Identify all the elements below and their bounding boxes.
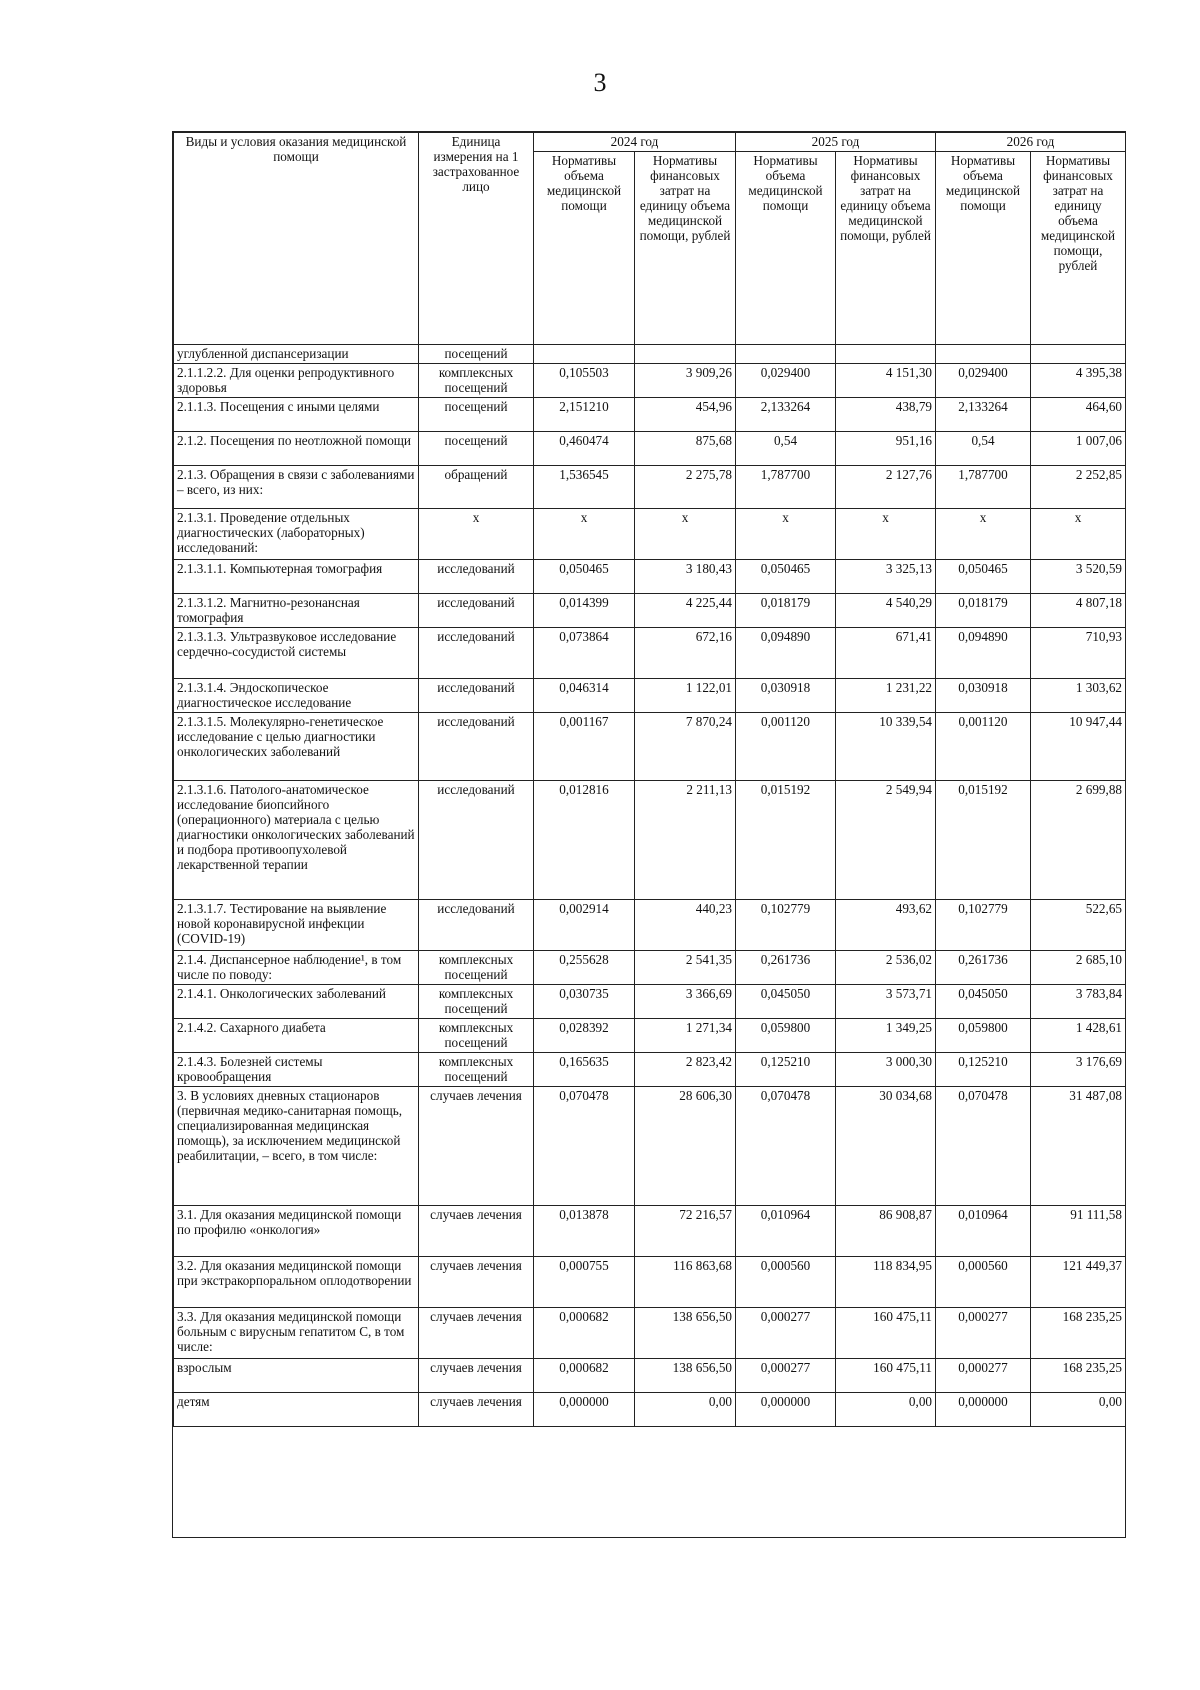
- row-name: 2.1.3.1.3. Ультразвуковое исследование сердечно-сосудистой системы: [174, 628, 419, 679]
- cost-2025: 118 834,95: [836, 1257, 936, 1308]
- table-row: [174, 900, 1126, 951]
- cost-2025: 3 573,71: [836, 985, 936, 1019]
- row-unit: посещений: [419, 432, 534, 466]
- row-unit: исследований: [419, 679, 534, 713]
- volume-2026: 0,070478: [936, 1087, 1031, 1206]
- volume-2026: [936, 345, 1031, 364]
- row-name: 2.1.3.1.6. Патолого-анатомическое исследование биопсийного (операционного) материала с целью диагностики онкологических заболеваний и подбора противоопухолевой лекарственной терапии: [174, 781, 419, 900]
- volume-2026: 0,010964: [936, 1206, 1031, 1257]
- header-volume-2024: Нормативы объема медицинской помощи: [534, 152, 635, 345]
- volume-2026: 0,000000: [936, 1393, 1031, 1427]
- cost-2024: 454,96: [635, 398, 736, 432]
- volume-2026: 0,261736: [936, 951, 1031, 985]
- cost-2026: 31 487,08: [1031, 1087, 1126, 1206]
- header-volume-2026: Нормативы объема медицинской помощи: [936, 152, 1031, 345]
- cost-2026: 10 947,44: [1031, 713, 1126, 781]
- volume-2024: 0,030735: [534, 985, 635, 1019]
- table-row: [174, 781, 1126, 900]
- cost-2024: 28 606,30: [635, 1087, 736, 1206]
- row-unit: исследований: [419, 900, 534, 951]
- table-row: [174, 345, 1126, 364]
- cost-2026: 4 395,38: [1031, 364, 1126, 398]
- volume-2025: 1,787700: [736, 466, 836, 509]
- row-name: 2.1.3.1.4. Эндоскопическое диагностическое исследование: [174, 679, 419, 713]
- cost-2026: 0,00: [1031, 1393, 1126, 1427]
- volume-2025: 0,070478: [736, 1087, 836, 1206]
- volume-2024: 1,536545: [534, 466, 635, 509]
- header-cost-2026: Нормативы финансовых затрат на единицу объема медицинской помощи, рублей: [1031, 152, 1126, 345]
- cost-2026: х: [1031, 509, 1126, 560]
- norms-table: [173, 132, 1126, 1427]
- row-name: 3. В условиях дневных стационаров (первичная медико-санитарная помощь, специализированная медицинская помощь), за исключением медицинской реабилитации, – всего, в том числе:: [174, 1087, 419, 1206]
- volume-2026: 0,029400: [936, 364, 1031, 398]
- volume-2024: 0,013878: [534, 1206, 635, 1257]
- volume-2026: 0,015192: [936, 781, 1031, 900]
- cost-2026: 1 007,06: [1031, 432, 1126, 466]
- volume-2025: 0,094890: [736, 628, 836, 679]
- volume-2026: 0,059800: [936, 1019, 1031, 1053]
- volume-2026: 0,001120: [936, 713, 1031, 781]
- row-name: 2.1.3.1. Проведение отдельных диагностических (лабораторных) исследований:: [174, 509, 419, 560]
- row-name: 2.1.1.3. Посещения с иными целями: [174, 398, 419, 432]
- volume-2024: 0,000000: [534, 1393, 635, 1427]
- norms-table-body: [174, 345, 1126, 1427]
- cost-2026: 168 235,25: [1031, 1359, 1126, 1393]
- row-name: 2.1.3.1.2. Магнитно-резонансная томография: [174, 594, 419, 628]
- header-cost-2025: Нормативы финансовых затрат на единицу объема медицинской помощи, рублей: [836, 152, 936, 345]
- table-row: [174, 509, 1126, 560]
- cost-2026: 2 252,85: [1031, 466, 1126, 509]
- volume-2025: 0,029400: [736, 364, 836, 398]
- volume-2024: 0,255628: [534, 951, 635, 985]
- row-unit: исследований: [419, 781, 534, 900]
- cost-2025: [836, 345, 936, 364]
- volume-2026: 0,102779: [936, 900, 1031, 951]
- volume-2024: 0,070478: [534, 1087, 635, 1206]
- volume-2024: 0,000755: [534, 1257, 635, 1308]
- table-row: [174, 432, 1126, 466]
- row-unit: случаев лечения: [419, 1393, 534, 1427]
- row-name: взрослым: [174, 1359, 419, 1393]
- table-row: [174, 628, 1126, 679]
- row-unit: случаев лечения: [419, 1257, 534, 1308]
- row-name: 3.2. Для оказания медицинской помощи при экстракорпоральном оплодотворении: [174, 1257, 419, 1308]
- volume-2024: 0,028392: [534, 1019, 635, 1053]
- row-name: 2.1.4.3. Болезней системы кровообращения: [174, 1053, 419, 1087]
- table-row: [174, 1308, 1126, 1359]
- cost-2025: 3 325,13: [836, 560, 936, 594]
- cost-2025: 493,62: [836, 900, 936, 951]
- page-number: 3: [593, 68, 607, 97]
- table-row: [174, 1257, 1126, 1308]
- cost-2025: 160 475,11: [836, 1308, 936, 1359]
- volume-2024: 0,073864: [534, 628, 635, 679]
- row-name: 2.1.4. Диспансерное наблюдение¹, в том числе по поводу:: [174, 951, 419, 985]
- row-unit: обращений: [419, 466, 534, 509]
- cost-2025: 2 127,76: [836, 466, 936, 509]
- volume-2024: [534, 345, 635, 364]
- cost-2025: 0,00: [836, 1393, 936, 1427]
- cost-2026: [1031, 345, 1126, 364]
- cost-2024: 138 656,50: [635, 1359, 736, 1393]
- cost-2024: 672,16: [635, 628, 736, 679]
- table-row: [174, 985, 1126, 1019]
- volume-2026: 0,050465: [936, 560, 1031, 594]
- row-name: 3.3. Для оказания медицинской помощи больным с вирусным гепатитом С, в том числе:: [174, 1308, 419, 1359]
- row-name: 2.1.3.1.5. Молекулярно-генетическое исследование с целью диагностики онкологических заболеваний: [174, 713, 419, 781]
- volume-2026: 0,030918: [936, 679, 1031, 713]
- cost-2024: 440,23: [635, 900, 736, 951]
- volume-2025: 0,102779: [736, 900, 836, 951]
- row-name: детям: [174, 1393, 419, 1427]
- volume-2026: 0,000277: [936, 1359, 1031, 1393]
- volume-2024: 0,012816: [534, 781, 635, 900]
- cost-2024: 2 275,78: [635, 466, 736, 509]
- row-unit: случаев лечения: [419, 1206, 534, 1257]
- cost-2024: 0,00: [635, 1393, 736, 1427]
- row-name: 2.1.1.2.2. Для оценки репродуктивного здоровья: [174, 364, 419, 398]
- cost-2025: 2 536,02: [836, 951, 936, 985]
- cost-2026: 522,65: [1031, 900, 1126, 951]
- volume-2025: 0,030918: [736, 679, 836, 713]
- volume-2024: 0,002914: [534, 900, 635, 951]
- cost-2026: 2 685,10: [1031, 951, 1126, 985]
- volume-2026: 0,000277: [936, 1308, 1031, 1359]
- volume-2025: 0,000560: [736, 1257, 836, 1308]
- cost-2026: 2 699,88: [1031, 781, 1126, 900]
- cost-2025: 4 540,29: [836, 594, 936, 628]
- row-unit: исследований: [419, 594, 534, 628]
- cost-2025: 951,16: [836, 432, 936, 466]
- cost-2024: [635, 345, 736, 364]
- cost-2026: 121 449,37: [1031, 1257, 1126, 1308]
- volume-2025: 0,125210: [736, 1053, 836, 1087]
- volume-2026: 2,133264: [936, 398, 1031, 432]
- volume-2025: 0,010964: [736, 1206, 836, 1257]
- row-name: 3.1. Для оказания медицинской помощи по профилю «онкология»: [174, 1206, 419, 1257]
- header-year-2025: 2025 год: [736, 133, 936, 152]
- cost-2025: 30 034,68: [836, 1087, 936, 1206]
- volume-2025: 0,000000: [736, 1393, 836, 1427]
- cost-2024: 3 366,69: [635, 985, 736, 1019]
- header-unit: Единица измерения на 1 застрахованное лицо: [419, 133, 534, 345]
- row-unit: случаев лечения: [419, 1087, 534, 1206]
- table-row: [174, 1053, 1126, 1087]
- cost-2024: 72 216,57: [635, 1206, 736, 1257]
- row-unit: посещений: [419, 398, 534, 432]
- volume-2025: [736, 345, 836, 364]
- header-year-2024: 2024 год: [534, 133, 736, 152]
- cost-2024: 4 225,44: [635, 594, 736, 628]
- cost-2025: 86 908,87: [836, 1206, 936, 1257]
- volume-2026: 0,094890: [936, 628, 1031, 679]
- volume-2026: 0,000560: [936, 1257, 1031, 1308]
- volume-2026: 0,018179: [936, 594, 1031, 628]
- table-row: [174, 1206, 1126, 1257]
- header-volume-2025: Нормативы объема медицинской помощи: [736, 152, 836, 345]
- cost-2025: 1 231,22: [836, 679, 936, 713]
- volume-2025: х: [736, 509, 836, 560]
- table-row: [174, 364, 1126, 398]
- row-unit: посещений: [419, 345, 534, 364]
- table-row: [174, 466, 1126, 509]
- cost-2024: 875,68: [635, 432, 736, 466]
- row-unit: исследований: [419, 560, 534, 594]
- volume-2024: 2,151210: [534, 398, 635, 432]
- row-unit: комплексных посещений: [419, 985, 534, 1019]
- volume-2024: 0,050465: [534, 560, 635, 594]
- row-unit: исследований: [419, 628, 534, 679]
- volume-2024: 0,001167: [534, 713, 635, 781]
- row-name: 2.1.4.2. Сахарного диабета: [174, 1019, 419, 1053]
- cost-2024: 3 909,26: [635, 364, 736, 398]
- cost-2024: х: [635, 509, 736, 560]
- table-row: [174, 560, 1126, 594]
- table-row: [174, 713, 1126, 781]
- volume-2026: 0,045050: [936, 985, 1031, 1019]
- cost-2024: 138 656,50: [635, 1308, 736, 1359]
- cost-2026: 91 111,58: [1031, 1206, 1126, 1257]
- row-name: 2.1.3.1.1. Компьютерная томография: [174, 560, 419, 594]
- cost-2025: 1 349,25: [836, 1019, 936, 1053]
- row-unit: комплексных посещений: [419, 1053, 534, 1087]
- header-kind: Виды и условия оказания медицинской помощи: [174, 133, 419, 345]
- volume-2025: 0,54: [736, 432, 836, 466]
- cost-2025: 160 475,11: [836, 1359, 936, 1393]
- volume-2024: 0,165635: [534, 1053, 635, 1087]
- row-name: 2.1.2. Посещения по неотложной помощи: [174, 432, 419, 466]
- cost-2026: 4 807,18: [1031, 594, 1126, 628]
- cost-2024: 2 823,42: [635, 1053, 736, 1087]
- cost-2025: х: [836, 509, 936, 560]
- volume-2024: 0,105503: [534, 364, 635, 398]
- table-row: [174, 951, 1126, 985]
- row-name: углубленной диспансеризации: [174, 345, 419, 364]
- volume-2025: 0,261736: [736, 951, 836, 985]
- volume-2026: 0,125210: [936, 1053, 1031, 1087]
- volume-2026: 0,54: [936, 432, 1031, 466]
- table-row: [174, 1087, 1126, 1206]
- volume-2025: 0,018179: [736, 594, 836, 628]
- header-year-2026: 2026 год: [936, 133, 1126, 152]
- row-name: 2.1.3. Обращения в связи с заболеваниями – всего, из них:: [174, 466, 419, 509]
- cost-2026: 464,60: [1031, 398, 1126, 432]
- cost-2024: 2 541,35: [635, 951, 736, 985]
- cost-2024: 1 122,01: [635, 679, 736, 713]
- table-row: [174, 1393, 1126, 1427]
- cost-2026: 3 783,84: [1031, 985, 1126, 1019]
- volume-2025: 0,000277: [736, 1359, 836, 1393]
- volume-2025: 0,001120: [736, 713, 836, 781]
- volume-2025: 2,133264: [736, 398, 836, 432]
- row-unit: случаев лечения: [419, 1359, 534, 1393]
- row-unit: исследований: [419, 713, 534, 781]
- cost-2025: 10 339,54: [836, 713, 936, 781]
- volume-2025: 0,015192: [736, 781, 836, 900]
- cost-2026: 168 235,25: [1031, 1308, 1126, 1359]
- volume-2024: 0,000682: [534, 1308, 635, 1359]
- cost-2024: 2 211,13: [635, 781, 736, 900]
- volume-2026: 1,787700: [936, 466, 1031, 509]
- volume-2024: 0,000682: [534, 1359, 635, 1393]
- cost-2025: 671,41: [836, 628, 936, 679]
- cost-2026: 1 428,61: [1031, 1019, 1126, 1053]
- cost-2025: 438,79: [836, 398, 936, 432]
- cost-2026: 3 520,59: [1031, 560, 1126, 594]
- cost-2025: 3 000,30: [836, 1053, 936, 1087]
- table-row: [174, 1359, 1126, 1393]
- row-name: 2.1.3.1.7. Тестирование на выявление новой коронавирусной инфекции (COVID-19): [174, 900, 419, 951]
- table-row: [174, 1019, 1126, 1053]
- table-row: [174, 679, 1126, 713]
- cost-2026: 710,93: [1031, 628, 1126, 679]
- cost-2024: 3 180,43: [635, 560, 736, 594]
- cost-2024: 1 271,34: [635, 1019, 736, 1053]
- cost-2024: 7 870,24: [635, 713, 736, 781]
- row-unit: случаев лечения: [419, 1308, 534, 1359]
- table-row: [174, 594, 1126, 628]
- header-cost-2024: Нормативы финансовых затрат на единицу объема медицинской помощи, рублей: [635, 152, 736, 345]
- volume-2025: 0,050465: [736, 560, 836, 594]
- cost-2024: 116 863,68: [635, 1257, 736, 1308]
- table-row: [174, 398, 1126, 432]
- row-unit: х: [419, 509, 534, 560]
- row-unit: комплексных посещений: [419, 951, 534, 985]
- volume-2025: 0,045050: [736, 985, 836, 1019]
- cost-2026: 3 176,69: [1031, 1053, 1126, 1087]
- volume-2025: 0,000277: [736, 1308, 836, 1359]
- volume-2025: 0,059800: [736, 1019, 836, 1053]
- cost-2025: 4 151,30: [836, 364, 936, 398]
- volume-2026: х: [936, 509, 1031, 560]
- volume-2024: 0,460474: [534, 432, 635, 466]
- row-unit: комплексных посещений: [419, 1019, 534, 1053]
- volume-2024: 0,014399: [534, 594, 635, 628]
- cost-2026: 1 303,62: [1031, 679, 1126, 713]
- cost-2025: 2 549,94: [836, 781, 936, 900]
- row-name: 2.1.4.1. Онкологических заболеваний: [174, 985, 419, 1019]
- row-unit: комплексных посещений: [419, 364, 534, 398]
- volume-2024: 0,046314: [534, 679, 635, 713]
- volume-2024: х: [534, 509, 635, 560]
